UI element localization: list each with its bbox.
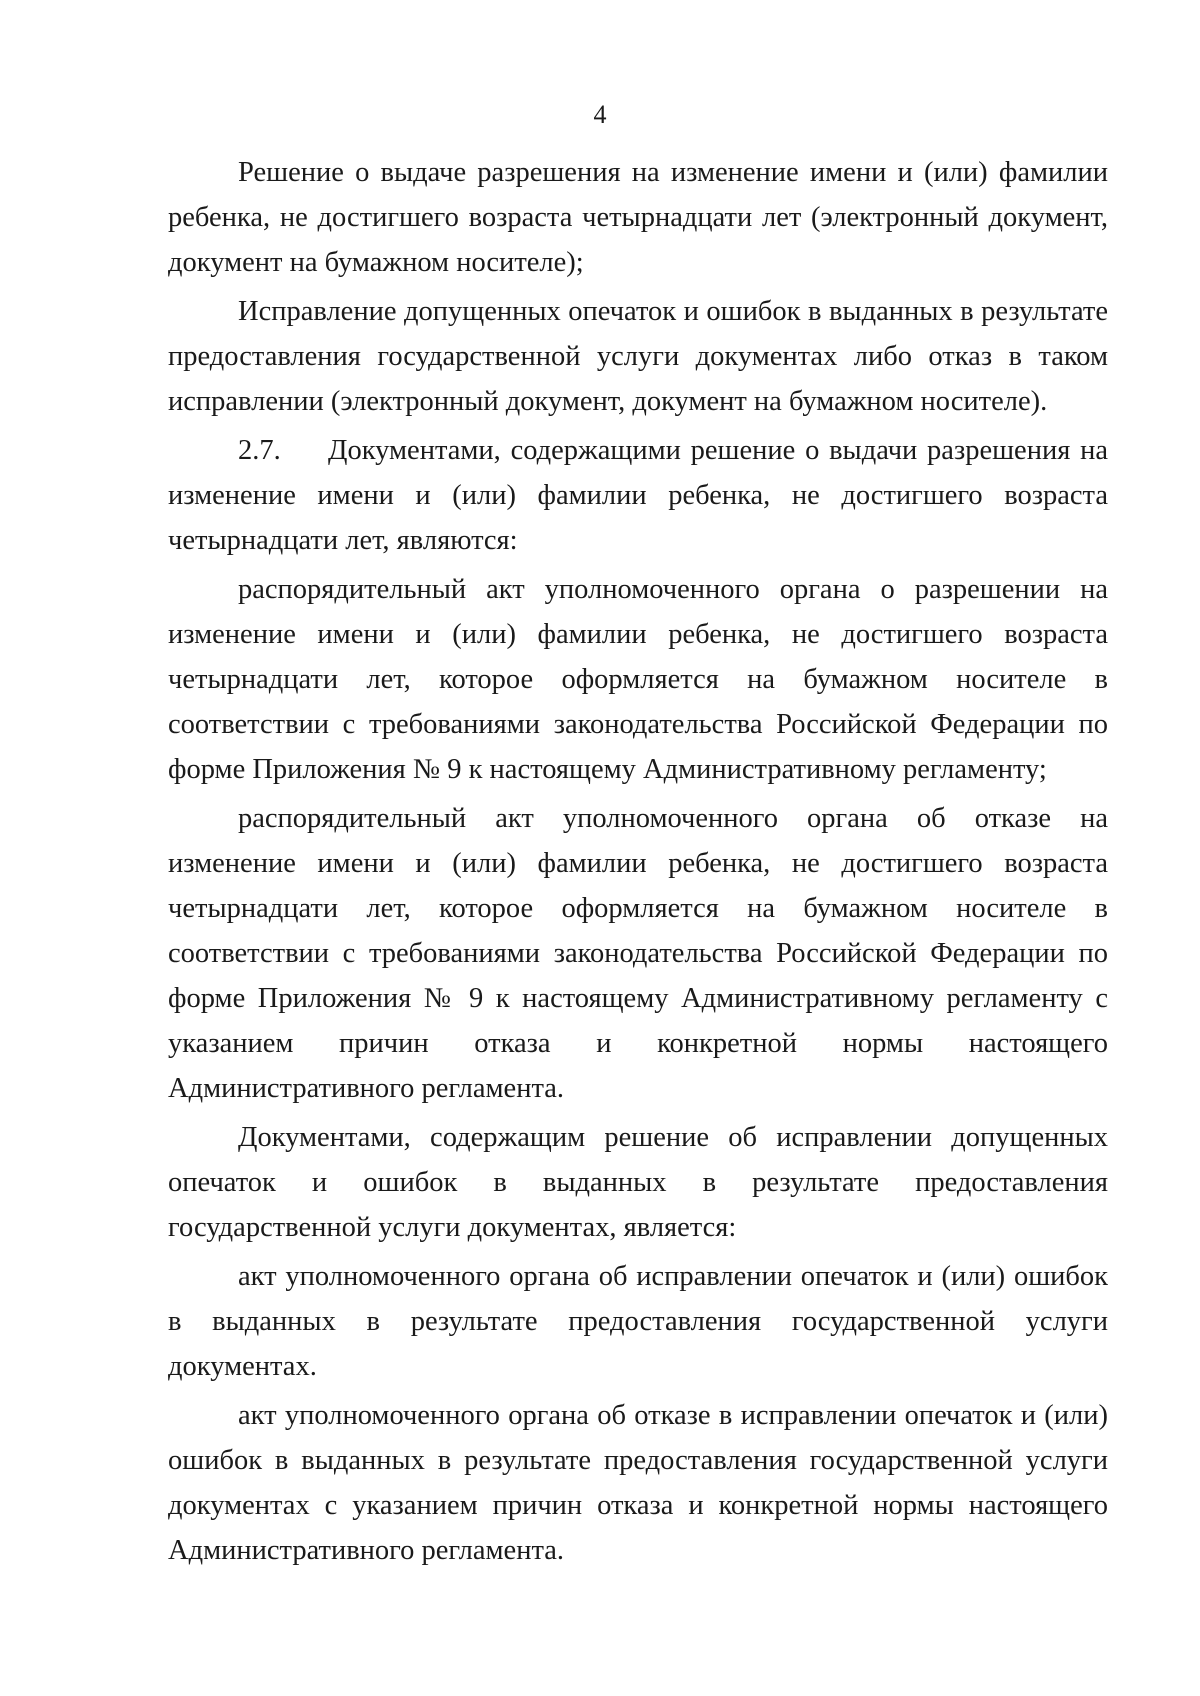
paragraph-text: Исправление допущенных опечаток и ошибок в выданных в результате предоставления государственной услуги документах либо отказ в таком исправлении (электронный документ, документ на бумажном носителе). [168, 296, 1108, 417]
paragraph-decision-document [168, 150, 1108, 285]
page-number: 4 [593, 100, 607, 129]
paragraph-correction-act [168, 1254, 1108, 1389]
document-body [168, 150, 1108, 1577]
paragraph-text: акт уполномоченного органа об отказе в исправлении опечаток и (или) ошибок в выданных в результате предоставления государственной услуги документах с указанием причин отказа и конкретной нормы настоящего Административного регламента. [168, 1400, 1108, 1566]
paragraph-permission-act [168, 567, 1108, 792]
paragraph-correction-decision [168, 1115, 1108, 1250]
paragraph-text: распорядительный акт уполномоченного органа о разрешении на изменение имени и (или) фамилии ребенка, не достигшего возраста четырнадцати лет, которое оформляется на бумажном носителе в соответствии с требованиями законодательства Российской Федерации по форме Приложения № 9 к настоящему Административному регламенту; [168, 574, 1108, 785]
paragraph-text: акт уполномоченного органа об исправлении опечаток и (или) ошибок в выданных в результате предоставления государственной услуги документах. [168, 1261, 1108, 1382]
paragraph-refusal-act [168, 796, 1108, 1111]
paragraph-text: Решение о выдаче разрешения на изменение имени и (или) фамилии ребенка, не достигшего возраста четырнадцати лет (электронный документ, документ на бумажном носителе); [168, 157, 1108, 278]
paragraph-text: Документами, содержащим решение об исправлении допущенных опечаток и ошибок в выданных в результате предоставления государственной услуги документах, является: [168, 1122, 1108, 1243]
paragraph-2-7 [168, 428, 1108, 563]
paragraph-text: Документами, содержащими решение о выдачи разрешения на изменение имени и (или) фамилии ребенка, не достигшего возраста четырнадцати лет, являются: [168, 435, 1108, 556]
paragraph-number: 2.7. [238, 435, 281, 466]
paragraph-correction-refusal-act [168, 1393, 1108, 1573]
paragraph-correction-document [168, 289, 1108, 424]
paragraph-text: распорядительный акт уполномоченного органа об отказе на изменение имени и (или) фамилии ребенка, не достигшего возраста четырнадцати лет, которое оформляется на бумажном носителе в соответствии с требованиями законодательства Российской Федерации по форме Приложения № 9 к настоящему Административному регламенту с указанием причин отказа и конкретной нормы настоящего Административного регламента. [168, 803, 1108, 1104]
